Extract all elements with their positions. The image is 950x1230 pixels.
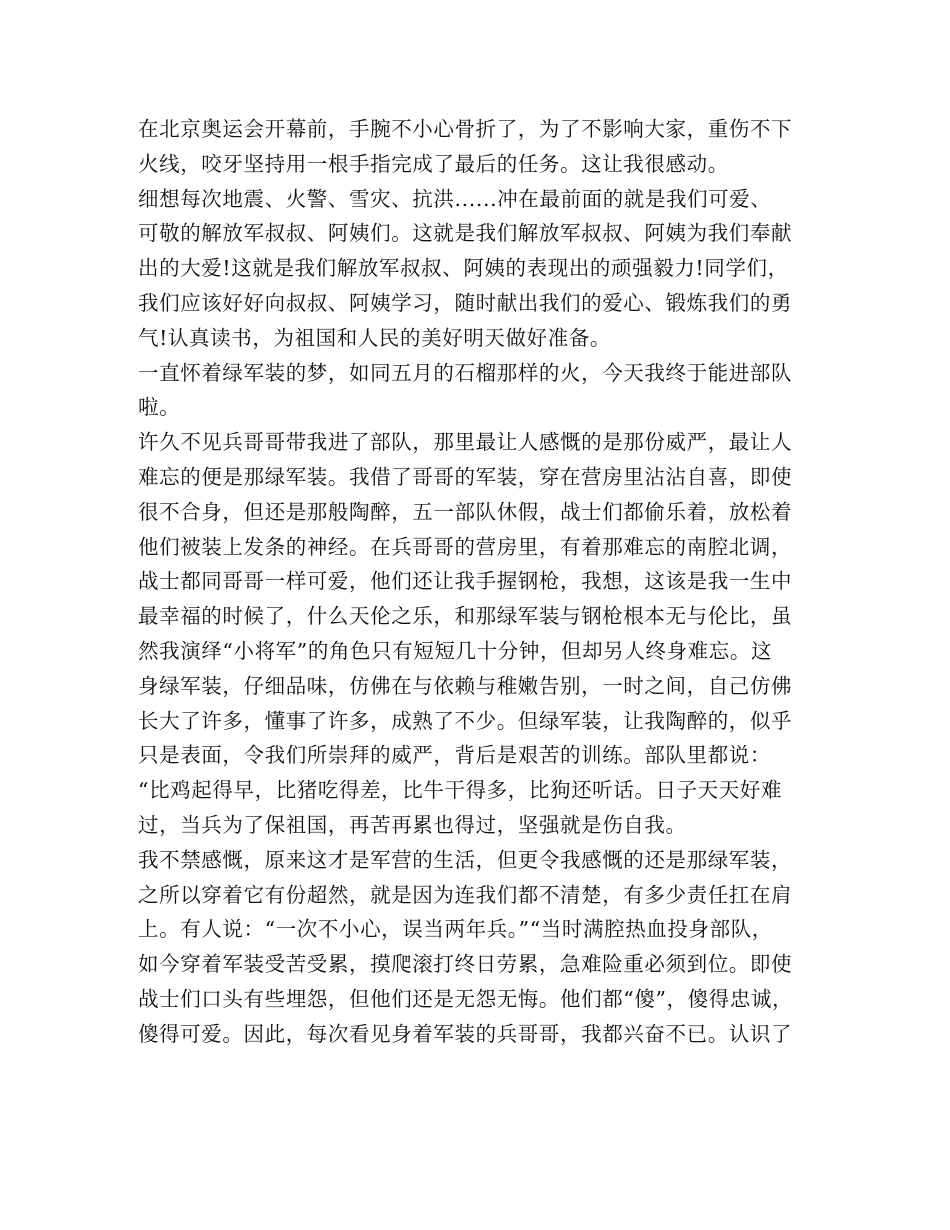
text-line: 很不合身，但还是那般陶醉，五一部队休假，战士们都偷乐着，放松着 — [138, 499, 793, 524]
document-body — [138, 112, 828, 1052]
text-line: 出的大爱!这就是我们解放军叔叔、阿姨的表现出的顽强毅力!同学们， — [138, 256, 789, 281]
text-line: 气!认真读书，为祖国和人民的美好明天做好准备。 — [138, 325, 612, 350]
text-line: 战士都同哥哥一样可爱，他们还让我手握钢枪，我想，这该是我一生中 — [138, 569, 793, 594]
text-line: 许久不见兵哥哥带我进了部队，那里最让人感慨的是那份威严，最让人 — [138, 430, 793, 455]
text-line: 难忘的便是那绿军装。我借了哥哥的军装，穿在营房里沾沾自喜，即使 — [138, 464, 793, 489]
text-line: 他们被装上发条的神经。在兵哥哥的营房里，有着那难忘的南腔北调， — [138, 534, 793, 559]
text-line: 之所以穿着它有份超然，就是因为连我们都不清楚，有多少责任扛在肩 — [138, 882, 793, 907]
text-line: 身绿军装，仔细品味，仿佛在与依赖与稚嫩告别，一时之间，自己仿佛 — [138, 673, 793, 698]
text-line: 一直怀着绿军装的梦，如同五月的石榴那样的火，今天我终于能进部队 — [138, 360, 793, 385]
text-line: 在北京奥运会开幕前，手腕不小心骨折了，为了不影响大家，重伤不下 — [138, 117, 793, 141]
text-line: 细想每次地震、火警、雪灾、抗洪......冲在最前面的就是我们可爱、 — [138, 186, 772, 211]
text-line: 我不禁感慨，原来这才是军营的生活，但更令我感慨的还是那绿军装， — [138, 847, 793, 872]
text-line: 最幸福的时候了，什么天伦之乐，和那绿军装与钢枪根本无与伦比，虽 — [138, 604, 793, 629]
text-line: 上。有人说：“一次不小心，误当两年兵。”“当时满腔热血投身部队， — [138, 917, 773, 942]
text-line: 然我演绎“小将军”的角色只有短短几十分钟，但却另人终身难忘。这 — [138, 638, 773, 663]
text-line: 只是表面，令我们所崇拜的威严，背后是艰苦的训练。部队里都说： — [138, 743, 771, 768]
text-line: 长大了许多，懂事了许多，成熟了不少。但绿军装，让我陶醉的，似乎 — [138, 708, 793, 733]
text-line: 我们应该好好向叔叔、阿姨学习，随时献出我们的爱心、锻炼我们的勇 — [138, 290, 793, 315]
text-line: “比鸡起得早，比猪吃得差，比牛干得多，比狗还听话。日子天天好难 — [138, 778, 783, 803]
text-line: 啦。 — [138, 395, 181, 420]
text-line: 可敬的解放军叔叔、阿姨们。这就是我们解放军叔叔、阿姨为我们奉献 — [138, 221, 793, 246]
text-line: 火线，咬牙坚持用一根手指完成了最后的任务。这让我很感动。 — [138, 151, 729, 176]
text-line: 如今穿着军装受苦受累，摸爬滚打终日劳累，急难险重必须到位。即使 — [138, 952, 793, 977]
text-line: 战士们口头有些埋怨，但他们还是无怨无悔。他们都“傻”，傻得忠诚， — [138, 986, 794, 1011]
text-line: 过，当兵为了保祖国，再苦再累也得过，坚强就是伤自我。 — [138, 812, 687, 837]
text-line: 傻得可爱。因此，每次看见身着军装的兵哥哥，我都兴奋不已。认识了 — [138, 1021, 793, 1046]
